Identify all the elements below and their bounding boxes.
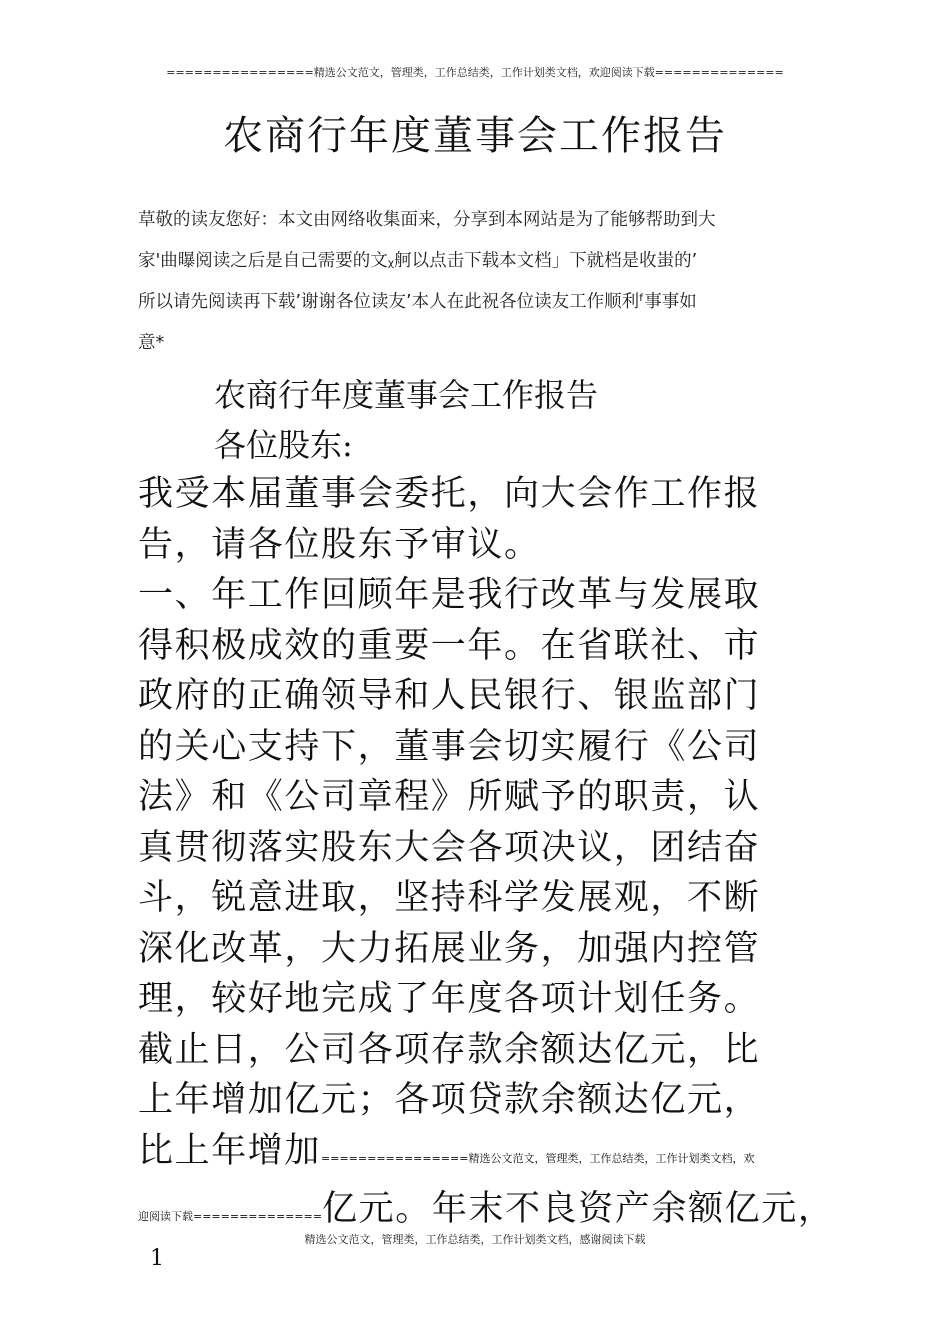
report-body bbox=[138, 469, 838, 1243]
intro-line: 家'曲曝阅读之后是自己需要的文ᵪ舸以点击下载本文档」下就档是收蚩的’ bbox=[138, 251, 698, 271]
body-text-fragment: 亿元。年末不良资产余额亿元， bbox=[322, 1189, 835, 1229]
header-banner: ================精选公文范文，管理类，工作总结类，工作计划类文档，欢迎阅读下载============== bbox=[166, 66, 784, 79]
body-line: 的关心支持下，董事会切实履行《公司 bbox=[138, 726, 761, 767]
body-text-fragment: 比上年增加 bbox=[138, 1130, 322, 1171]
inline-banner: 迎阅读下载============== bbox=[138, 1210, 323, 1223]
intro-notice bbox=[138, 200, 828, 364]
body-line: 我受本届董事会委托，向大会作工作报 bbox=[138, 474, 761, 514]
page-number: 1 bbox=[150, 1246, 164, 1271]
intro-line: 所以请先阅读再下载’谢谢各位读友’本人在此祝各位读友工作顺利ᶠ事事如 bbox=[138, 292, 697, 312]
document-title: 农商行年度董事会工作报告 bbox=[223, 113, 727, 159]
body-line: 深化改革，大力拓展业务，加强内控管 bbox=[138, 928, 761, 969]
salutation: 各位股东: bbox=[214, 426, 353, 464]
body-line: 真贯彻落实股东大会各项决议，团结奋 bbox=[138, 827, 761, 868]
body-line: 斗，锐意进取，坚持科学发展观，不断 bbox=[138, 878, 761, 918]
inline-banner: ================精选公文范文，管理类，工作总结类，工作计划类文档，欢 bbox=[321, 1151, 755, 1165]
body-line: 政府的正确领导和人民银行、银监部门 bbox=[138, 676, 761, 716]
body-line: 告，请各位股东予审议。 bbox=[138, 524, 541, 565]
body-line: 得积极成效的重要一年。在省联社、市 bbox=[138, 625, 761, 666]
body-line: 上年增加亿元；各项贷款余额达亿元， bbox=[138, 1080, 761, 1120]
body-line-with-banner bbox=[138, 1126, 838, 1185]
intro-line: 意* bbox=[138, 333, 165, 353]
footer-banner: 精选公文范文，管理类，工作总结类，工作计划类文档，感谢阅读下载 bbox=[304, 1233, 646, 1246]
body-title: 农商行年度董事会工作报告 bbox=[214, 376, 599, 414]
intro-line: 草敬的读友您好：本文由网络收集面来，分享到本网站是为了能够帮助到大 bbox=[138, 210, 716, 230]
body-line: 法》和《公司章程》所赋予的职责，认 bbox=[138, 777, 761, 817]
body-line: 一、年工作回顾年是我行改革与发展取 bbox=[138, 575, 761, 615]
body-line: 截止日，公司各项存款余额达亿元，比 bbox=[138, 1029, 761, 1070]
body-line: 理，较好地完成了年度各项计划任务。 bbox=[138, 979, 761, 1019]
